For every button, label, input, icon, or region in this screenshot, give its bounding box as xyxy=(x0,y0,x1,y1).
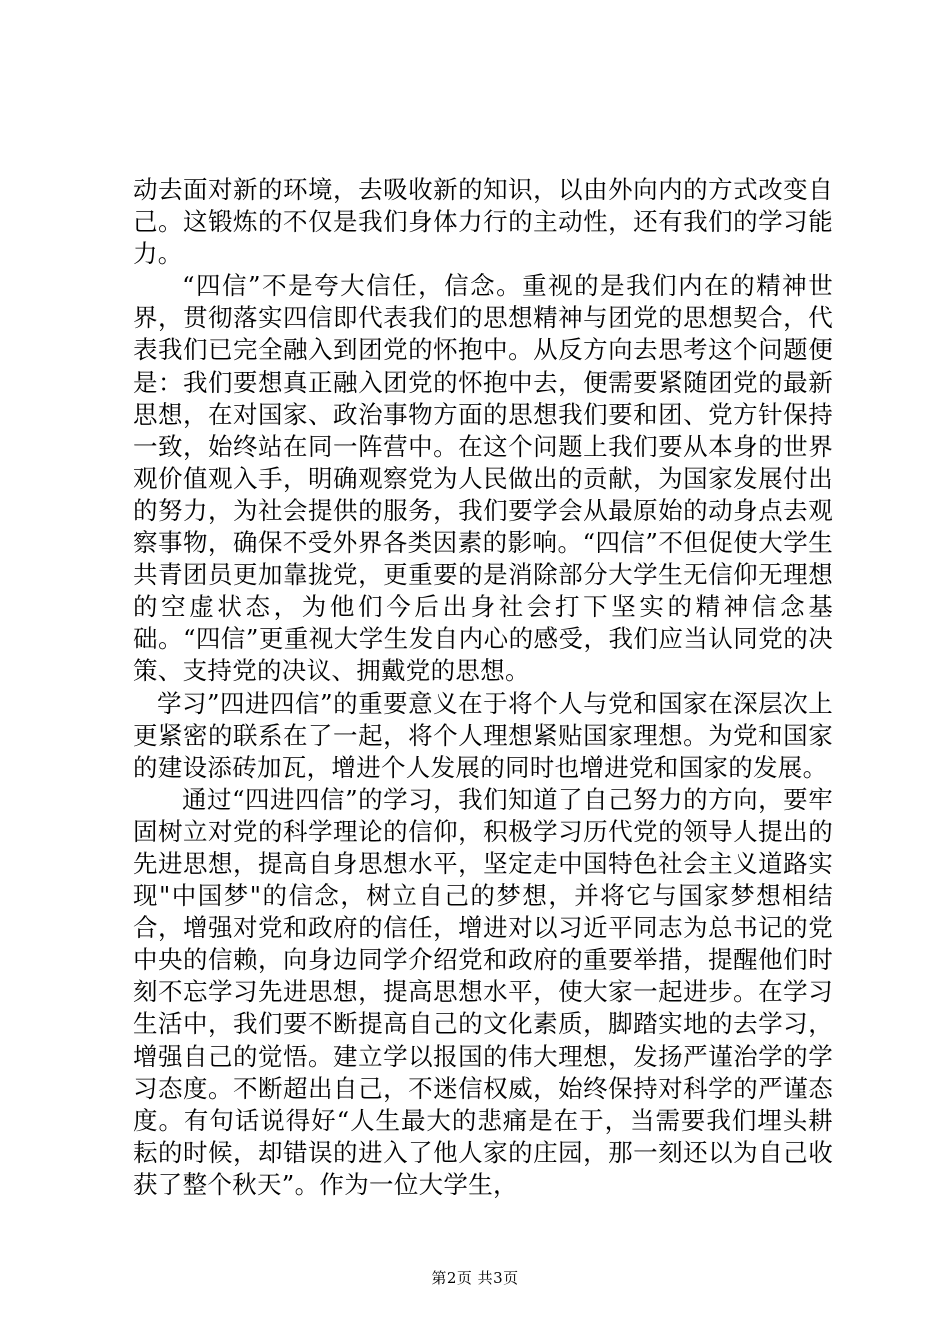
paragraph-study-direction: 通过“四进四信”的学习，我们知道了自己努力的方向，要牢固树立对党的科学理论的信仰，积极学习历代党的领导人提出的先进思想，提高自身思想水平，坚定走中国特色社会主义道路实现"中国梦"的信念，树立自己的梦想，并将它与国家梦想相结合，增强对党和政府的信任，增进对以习近平同志为总书记的党中央的信赖，向身边同学介绍党和政府的重要举措，提醒他们时刻不忘学习先进思想，提高思想水平，使大家一起进步。在学习生活中，我们要不断提高自己的文化素质，脚踏实地的去学习，增强自己的觉悟。建立学以报国的伟大理想，发扬严谨治学的学习态度。不断超出自己，不迷信权威，始终保持对科学的严谨态度。有句话说得好“人生最大的悲痛是在于，当需要我们埋头耕耘的时候，却错误的进入了他人家的庄园，那一刻还以为自己收获了整个秋天”。作为一位大学生， xyxy=(133,784,833,1199)
page-footer: 第2页 共3页 xyxy=(431,1269,519,1287)
paragraph-significance: 学习”四进四信”的重要意义在于将个人与党和国家在深层次上更紧密的联系在了一起，将个人理想紧贴国家理想。为党和国家的建设添砖加瓦，增进个人发展的同时也增进党和国家的发展。 xyxy=(133,688,833,782)
paragraph-continuation: 动去面对新的环境，去吸收新的知识，以由外向内的方式改变自己。这锻炼的不仅是我们身体力行的主动性，还有我们的学习能力。 xyxy=(133,175,833,269)
document-body xyxy=(133,174,833,1201)
paragraph-four-beliefs: “四信”不是夸大信任，信念。重视的是我们内在的精神世界，贯彻落实四信即代表我们的思想精神与团党的思想契合，代表我们已完全融入到团党的怀抱中。从反方向去思考这个问题便是：我们要想真正融入团党的怀抱中去，便需要紧随团党的最新思想，在对国家、政治事物方面的思想我们要和团、党方针保持一致，始终站在同一阵营中。在这个问题上我们要从本身的世界观价值观入手，明确观察党为人民做出的贡献，为国家发展付出的努力，为社会提供的服务，我们要学会从最原始的动身点去观察事物，确保不受外界各类因素的影响。“四信”不但促使大学生共青团员更加靠拢党，更重要的是消除部分大学生无信仰无理想的空虚状态，为他们今后出身社会打下坚实的精神信念基础。“四信”更重视大学生发自内心的感受，我们应当认同党的决策、支持党的决议、拥戴党的思想。 xyxy=(133,271,833,686)
